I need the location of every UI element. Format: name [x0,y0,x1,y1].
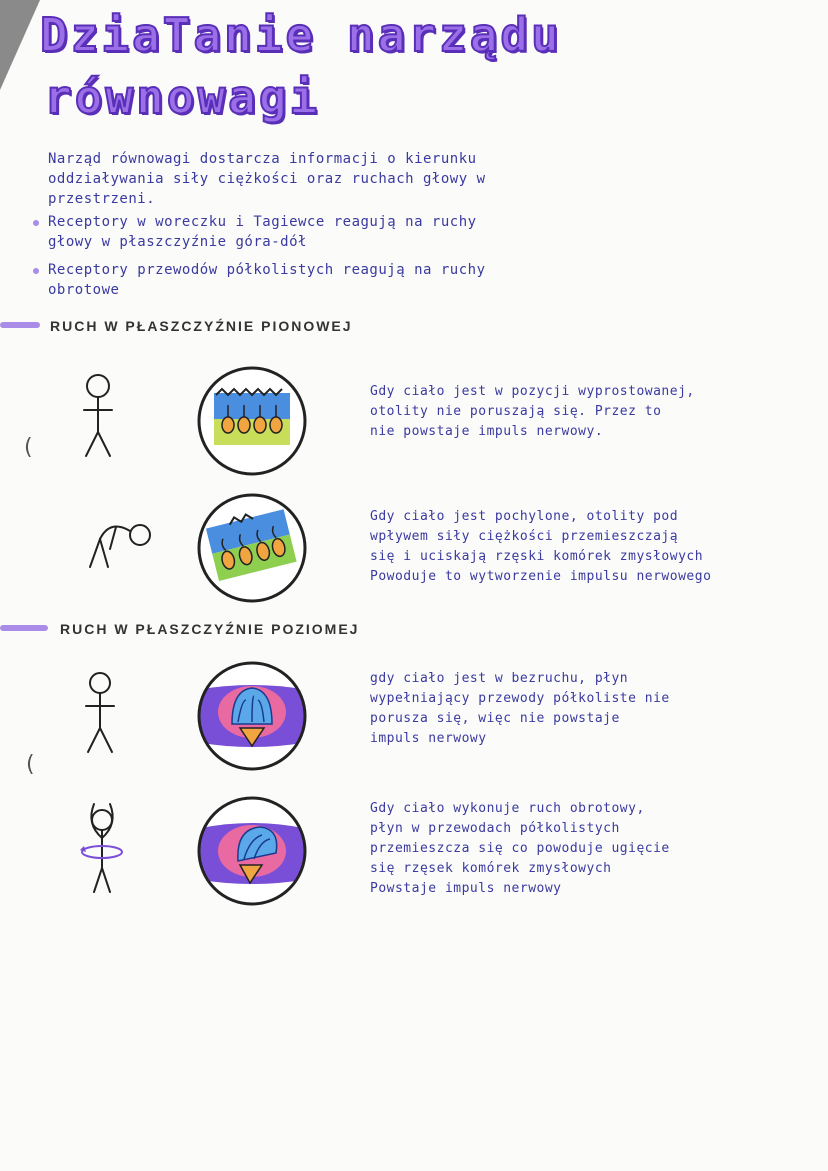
desc-rotating-line-4: się rzęsek komórek zmysłowych [370,861,612,876]
bent-figure-icon [80,505,160,585]
desc-still-line-1: gdy ciało jest w bezruchu, płyn [370,671,629,686]
section-title-vertical: RUCH W PŁASZCZYŹNIE PIONOWEJ [50,318,353,334]
upright-figure-icon [70,372,130,464]
desc-tilted-line-3: się i uciskają rzęski komórek zmysłowych [370,549,704,564]
bullet-2-line-2: obrotowe [48,282,120,298]
desc-tilted-line-1: Gdy ciało jest pochylone, otolity pod [370,509,679,524]
desc-tilted-line-2: wpływem siły ciężkości przemieszczają [370,529,679,544]
desc-rotating-line-1: Gdy ciało wykonuje ruch obrotowy, [370,801,645,816]
intro-line-3: przestrzeni. [48,191,156,207]
desc-rotating-line-3: przemieszcza się co powoduje ugięcie [370,841,670,856]
desc-rotating-line-5: Powstaje impuls nerwowy [370,881,562,896]
otolith-tilted-diagram-icon [196,492,308,604]
section-title-horizontal: RUCH W PŁASZCZYŹNIE POZIOMEJ [60,621,360,637]
desc-upright-line-2: otolity nie poruszają się. Przez to [370,404,662,419]
desc-tilted-line-4: Powoduje to wytworzenie impulsu nerwowego [370,569,712,584]
bullet-1-line-2: głowy w płaszczyźnie góra-dół [48,234,307,250]
page-title-line1: DziaTanie narządu [40,8,562,62]
desc-rotating-line-2: płyn w przewodach półkolistych [370,821,620,836]
section-bar-horizontal [0,625,48,631]
otolith-upright-diagram-icon [196,365,308,477]
desc-still-line-2: wypełniający przewody półkoliste nie [370,691,670,706]
cupula-rest-diagram-icon [196,660,308,772]
page-title-line2: równowagi [44,70,321,124]
intro-line-1: Narząd równowagi dostarcza informacji o kierunku [48,151,477,167]
desc-still-line-3: porusza się, więc nie powstaje [370,711,620,726]
bullet-dot-2 [33,268,39,274]
desc-upright-line-3: nie powstaje impuls nerwowy. [370,424,604,439]
intro-line-2: oddziaływania siły ciężkości oraz ruchach głowy w [48,171,486,187]
bullet-2-line-1: Receptory przewodów półkolistych reagują na ruchy [48,262,486,278]
section-bar-vertical [0,322,40,328]
bullet-1-line-1: Receptory w woreczku i Tagiewce reagują na ruchy [48,214,477,230]
rotating-figure-icon [70,798,134,898]
desc-upright-line-1: Gdy ciało jest w pozycji wyprostowanej, [370,384,695,399]
standing-figure-icon [74,670,130,760]
cupula-rotating-diagram-icon [196,795,308,907]
desc-still-line-4: impuls nerwowy [370,731,487,746]
corner-shadow [0,0,40,90]
bullet-dot-1 [33,220,39,226]
crescent-mark: ( [24,435,33,460]
crescent-mark: ( [26,752,35,777]
